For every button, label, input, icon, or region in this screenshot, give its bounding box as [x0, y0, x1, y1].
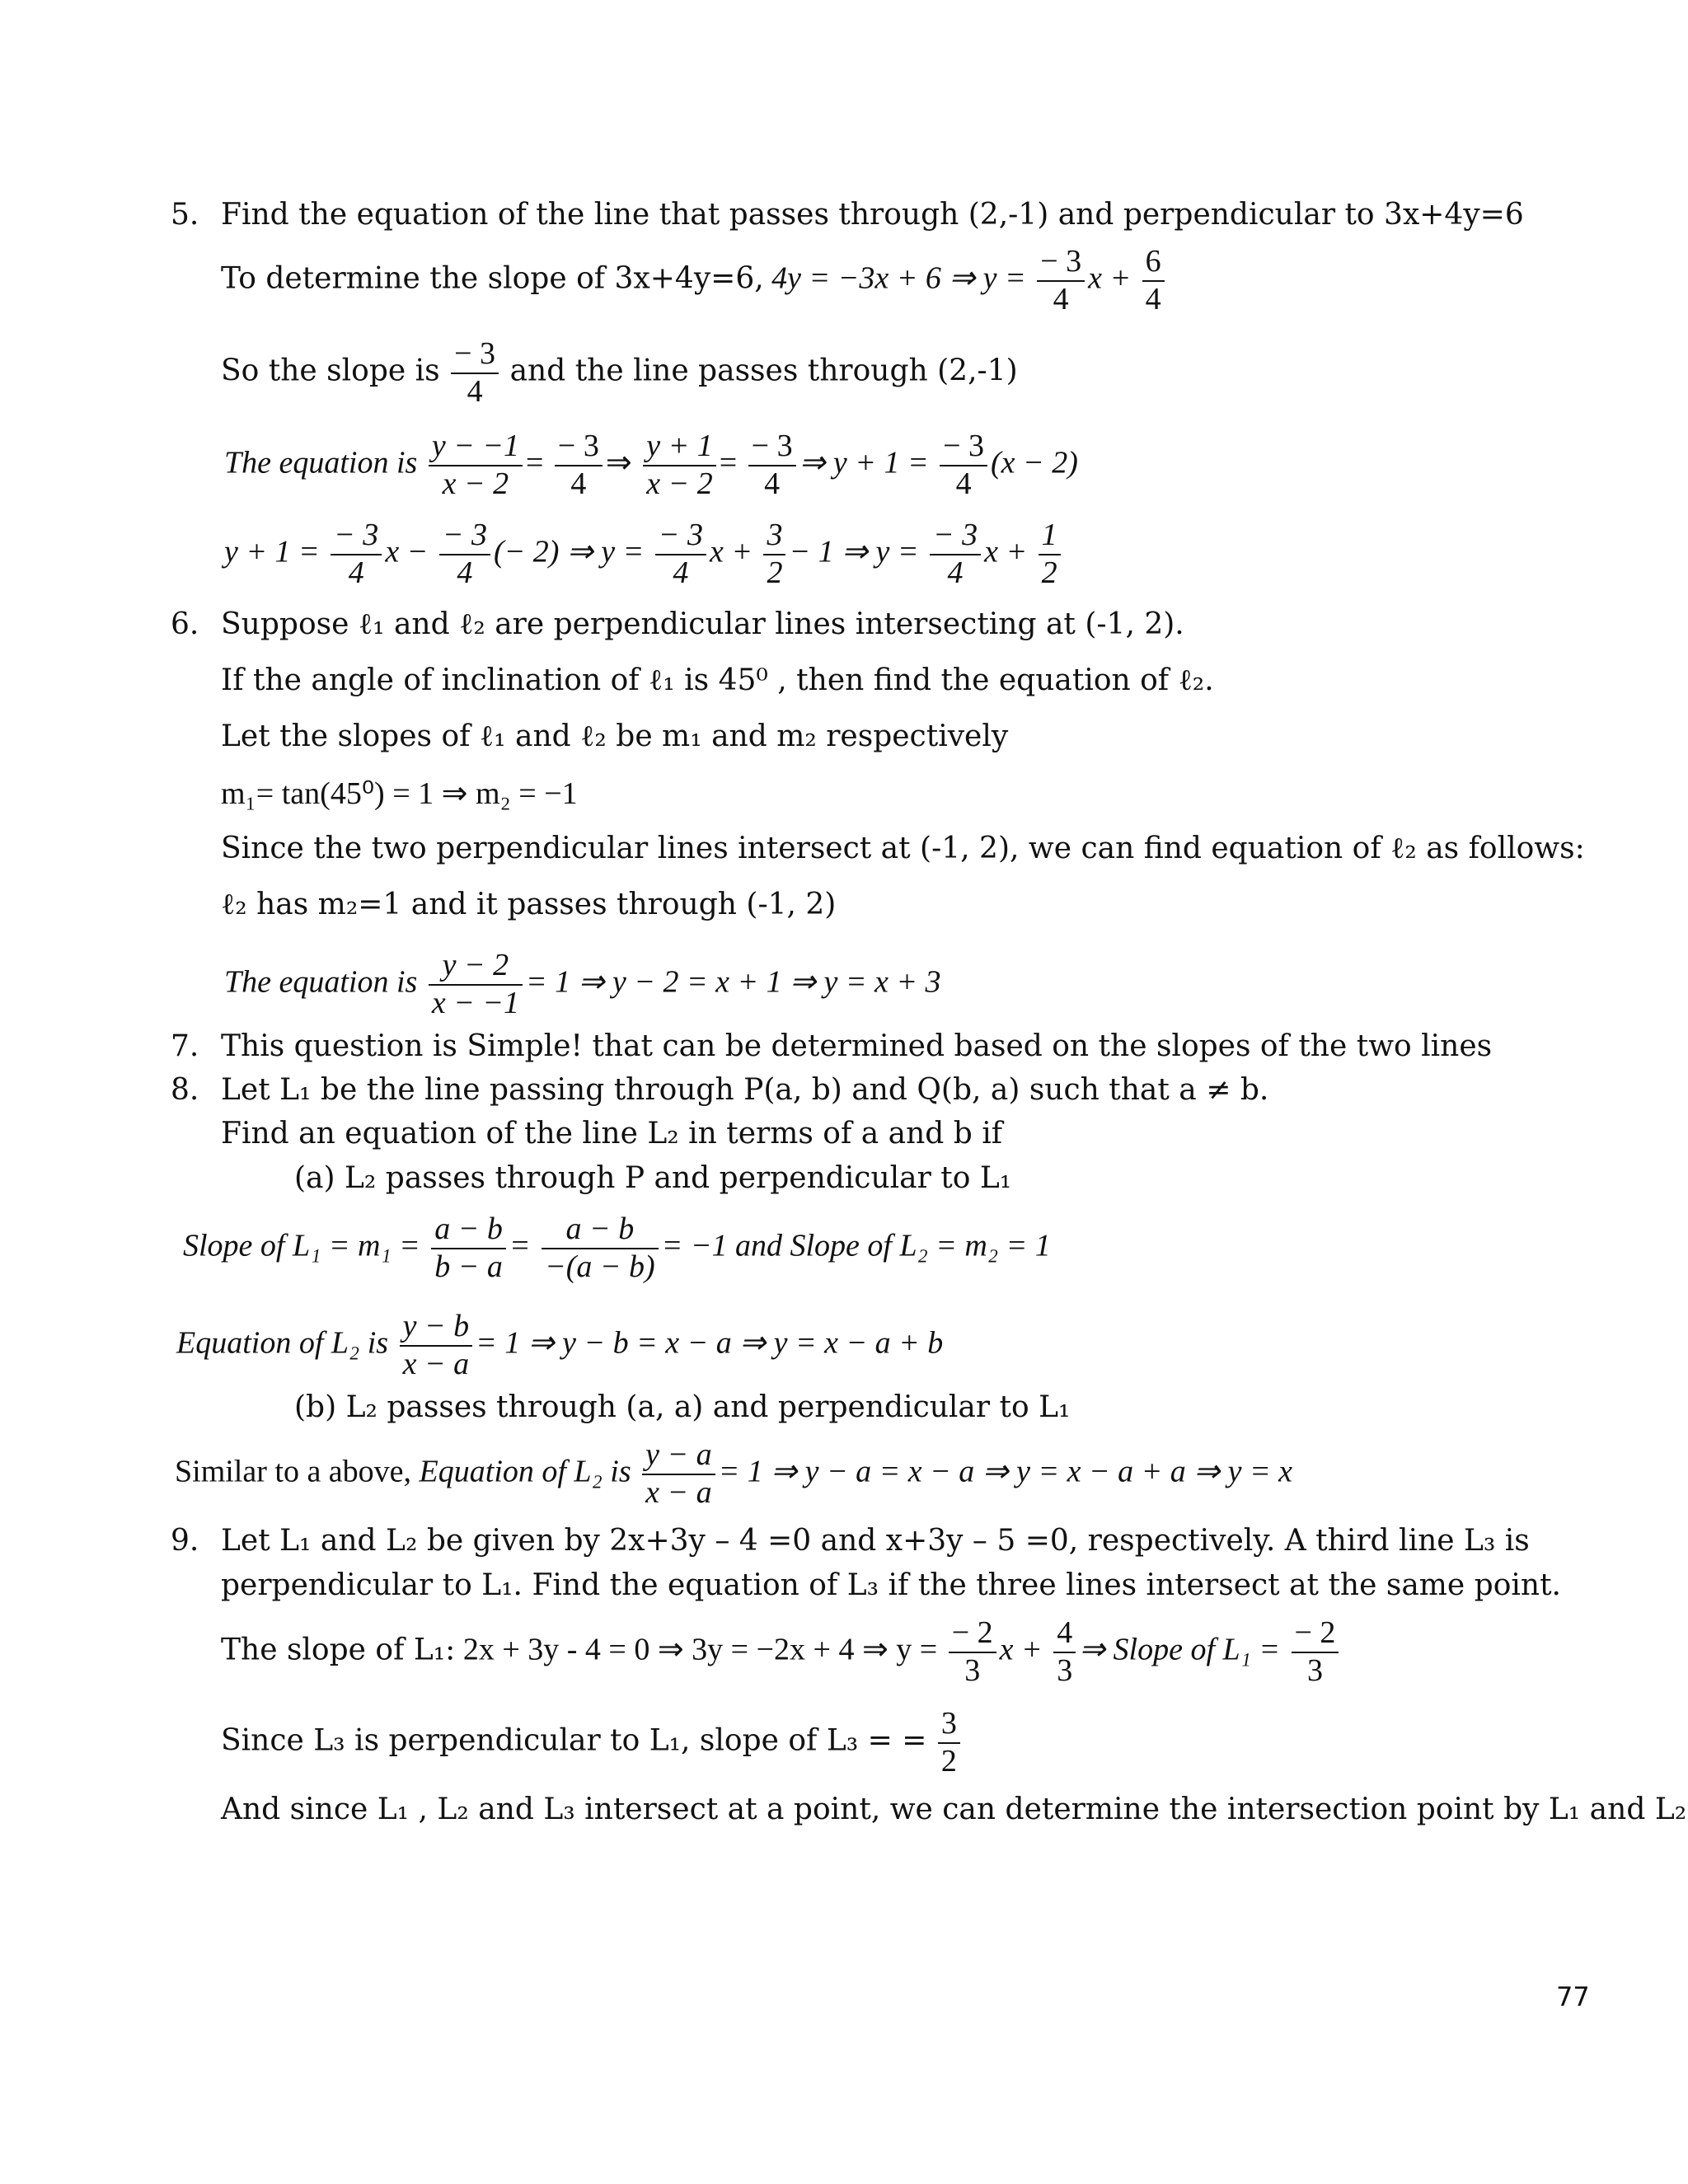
q5-number: 5. — [171, 198, 199, 232]
q8-fraction: $\frac{a - b}{-(a - b)}$ — [542, 1212, 659, 1285]
q5-eq2-mid: (− 2) ⇒ y = — [493, 534, 645, 569]
q6-number: 6. — [171, 607, 199, 641]
q5-slope-intro: To determine the slope of 3x+4y=6, — [221, 261, 764, 296]
q5-fraction: $\frac{- 3}{4}$ — [439, 518, 490, 591]
q8-line-1: Let L₁ be the line passing through P(a, b) and Q(b, a) such that a ≠ b. — [221, 1073, 1269, 1107]
q5-fraction: $\frac{- 3}{4}$ — [930, 518, 981, 591]
q5-fraction: $\frac{- 3}{4}$ — [748, 429, 796, 502]
q8-fraction: $\frac{y - a}{x - a}$ — [642, 1437, 715, 1511]
q8-similar-line — [175, 1437, 1292, 1511]
q6-line-5: Since the two perpendicular lines intersect at (-1, 2), we can find equation of ℓ₂ as follows: — [221, 832, 1585, 865]
q5-fraction: $\frac{- 3}{4}$ — [940, 429, 987, 502]
q5-fraction: $\frac{- 3}{4}$ — [1037, 244, 1085, 317]
q5-eq-tail: (x − 2) — [991, 445, 1078, 480]
q5-fraction: $\frac{3}{2}$ — [763, 518, 785, 591]
q9-fraction: $\frac{3}{2}$ — [938, 1706, 960, 1779]
q6-line-4: m₁= tan(45⁰) = 1 ⇒ m₂ = −1 — [221, 776, 578, 811]
q9-line-1: Let L₁ and L₂ be given by 2x+3y – 4 =0 and x+3y – 5 =0, respectively. A third line L₃ is — [221, 1524, 1530, 1558]
q5-fraction: $\frac{6}{4}$ — [1142, 244, 1165, 317]
q5-eq-label: The equation is — [224, 445, 418, 480]
q9-slope-line: The slope of L₁: 2x + 3y - 4 = 0 ⇒ 3y = −2x + 4 ⇒ y = $\frac{- 2}{3}$ x + $\frac{4}{3}$ ⇒ Slope of L₁ = $\frac{- 2}{3}$ — [221, 1615, 1342, 1689]
q5-slope-eq: 4y = −3x + 6 ⇒ y = — [771, 260, 1026, 296]
q8-slope-line: Slope of L₁ = m₁ = $\frac{a - b}{b - a}$ = $\frac{a - b}{-(a - b)}$ = −1 and Slope of L₂ = m₂ = 1 — [183, 1212, 1051, 1284]
q5-so-slope-a: So the slope is — [221, 354, 440, 388]
q6-fraction: $\frac{y - 2}{x - -1}$ — [429, 948, 523, 1021]
q9-line-2: perpendicular to L₁. Find the equation of L₃ if the three lines intersect at the same point. — [221, 1568, 1561, 1602]
q9-perp-line — [221, 1706, 964, 1779]
q9-slope-eq: 2x + 3y - 4 = 0 ⇒ 3y = −2x + 4 ⇒ y = — [462, 1632, 938, 1667]
q8-number: 8. — [171, 1073, 199, 1107]
q8-part-b: (b) L₂ passes through (a, a) and perpendicular to L₁ — [294, 1390, 1071, 1424]
q9-fraction: $\frac{- 2}{3}$ — [1292, 1615, 1339, 1689]
q8-sim-eq-label: Equation of L₂ is — [419, 1454, 631, 1489]
q9-fraction: $\frac{4}{3}$ — [1053, 1615, 1076, 1689]
q9-last-line: And since L₁ , L₂ and L₃ intersect at a point, we can determine the intersection point by L₁ and L₂ — [221, 1793, 1687, 1826]
q9-slope-label: The slope of L₁: — [221, 1633, 456, 1667]
q5-fraction: $\frac{y - -1}{x - 2}$ — [429, 429, 523, 502]
q6-line-2: If the angle of inclination of ℓ₁ is 45⁰ , then find the equation of ℓ₂. — [221, 663, 1214, 697]
q9-slope-word: ⇒ Slope of L₁ = — [1079, 1632, 1280, 1667]
q8-eq-tail: = 1 ⇒ y − b = x − a ⇒ y = x − a + b — [476, 1325, 944, 1361]
q6-line-3: Let the slopes of ℓ₁ and ℓ₂ be m₁ and m₂ respectively — [221, 719, 1009, 753]
q7-number: 7. — [171, 1029, 199, 1063]
q9-perp-text: Since L₃ is perpendicular to L₁, slope of L₃ = = — [221, 1723, 927, 1758]
q7-text: This question is Simple! that can be determined based on the slopes of the two lines — [221, 1029, 1493, 1063]
q5-fraction: $\frac{1}{2}$ — [1039, 518, 1061, 591]
q6-equation-line — [224, 948, 940, 1021]
q5-fraction: $\frac{- 3}{4}$ — [331, 518, 382, 591]
q8-slope-label: Slope of L₁ = m₁ = — [183, 1228, 420, 1263]
q8-sim-label: Similar to a above, — [175, 1454, 412, 1489]
q5-prompt: Find the equation of the line that passes through (2,-1) and perpendicular to 3x+4y=6 — [221, 198, 1524, 232]
q8-line-2: Find an equation of the line L₂ in terms of a and b if — [221, 1117, 1003, 1151]
q6-line-1: Suppose ℓ₁ and ℓ₂ are perpendicular lines intersecting at (-1, 2). — [221, 607, 1184, 641]
q5-fraction: $\frac{- 3}{4}$ — [555, 429, 603, 502]
q6-line-6: ℓ₂ has m₂=1 and it passes through (-1, 2) — [221, 888, 837, 921]
q6-eq-label: The equation is — [224, 964, 418, 1000]
q5-equation-line: The equation is $\frac{y - -1}{x - 2}$ = $\frac{- 3}{4}$ ⇒ $\frac{y + 1}{x - 2}$ = $\frac{- 3}{4}$ ⇒ y + 1 = $\frac{- 3}{4}$ (x − 2) — [224, 429, 1078, 501]
q9-fraction: $\frac{- 2}{3}$ — [949, 1615, 996, 1689]
q8-eq-label: Equation of L₂ is — [176, 1325, 389, 1361]
q8-slope-tail: = −1 and Slope of L₂ = m₂ = 1 — [661, 1228, 1051, 1263]
q8-fraction: $\frac{y - b}{x - a}$ — [400, 1309, 473, 1382]
q8-sim-tail: = 1 ⇒ y − a = x − a ⇒ y = x − a + a ⇒ y = x — [718, 1454, 1292, 1489]
q8-fraction: $\frac{a - b}{b - a}$ — [431, 1212, 506, 1285]
q9-number: 9. — [171, 1524, 199, 1558]
q5-fraction: $\frac{y + 1}{x - 2}$ — [643, 429, 716, 502]
q5-so-slope-b: and the line passes through (2,-1) — [509, 354, 1018, 388]
q5-equation-line-2: y + 1 = $\frac{- 3}{4}$ x − $\frac{- 3}{4}$ (− 2) ⇒ y = $\frac{- 3}{4}$ x + $\frac{3}{2}$ − 1 ⇒ y = $\frac{- 3}{4}$ x + $\frac{1}{2}$ — [224, 518, 1064, 591]
q5-slope-line: To determine the slope of 3x+4y=6, 4y = −3x + 6 ⇒ y = $\frac{- 3}{4}$ x + $\frac{6}{4}$ — [221, 244, 1168, 317]
q5-fraction: $\frac{- 3}{4}$ — [655, 518, 706, 591]
q5-fraction: $\frac{- 3}{4}$ — [451, 336, 499, 410]
q6-eq-tail: = 1 ⇒ y − 2 = x + 1 ⇒ y = x + 3 — [525, 964, 941, 1000]
page-number: 77 — [1556, 1981, 1590, 2013]
q8-equation-line — [176, 1309, 943, 1382]
q5-so-slope-line — [221, 336, 1018, 410]
q8-part-a: (a) L₂ passes through P and perpendicular to L₁ — [294, 1161, 1012, 1195]
q5-eq2-start: y + 1 = — [224, 534, 320, 569]
